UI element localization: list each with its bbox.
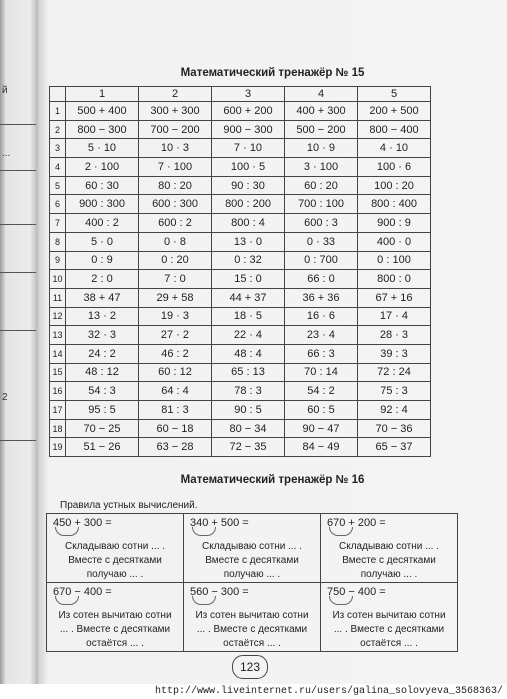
rule-cell (47, 514, 184, 583)
table-cell: 60 : 12 (139, 363, 212, 382)
table-cell: 700 : 100 (285, 195, 358, 214)
rule-line: Вместе с десятками (68, 555, 162, 566)
table-row (50, 120, 431, 139)
table-cell: 4 · 10 (358, 139, 431, 158)
table-cell: 60 : 30 (66, 176, 139, 195)
table-cell: 800 : 0 (358, 270, 431, 289)
table-cell: 65 : 13 (212, 363, 285, 382)
table-cell: 400 + 300 (285, 102, 358, 121)
table-cell: 17 · 4 (358, 307, 431, 326)
table-cell: 66 : 3 (285, 344, 358, 363)
watermark-url[interactable]: http://www.liveinternet.ru/users/galina_solovyeva_3568363/ (0, 684, 507, 699)
row-number: 9 (50, 251, 66, 270)
table-cell: 500 − 200 (285, 120, 358, 139)
table-cell: 72 : 24 (358, 363, 431, 382)
table-cell: 95 : 5 (66, 401, 139, 420)
table-row (50, 382, 431, 401)
row-number: 16 (50, 382, 66, 401)
table-cell: 600 : 300 (139, 195, 212, 214)
column-header: 3 (212, 87, 285, 102)
row-number: 19 (50, 438, 66, 457)
table-cell: 63 − 28 (139, 438, 212, 457)
rule-line: получаю ... . (86, 569, 144, 580)
table-row (50, 401, 431, 420)
left-page-line (0, 272, 36, 273)
table-cell: 800 : 4 (212, 214, 285, 233)
row-number: 15 (50, 363, 66, 382)
table-cell: 500 + 400 (66, 102, 139, 121)
row-number: 14 (50, 344, 66, 363)
table-cell: 29 + 58 (139, 288, 212, 307)
table-cell: 0 : 100 (358, 251, 431, 270)
table-cell: 200 + 500 (358, 102, 431, 121)
table-cell: 67 + 16 (358, 288, 431, 307)
table-cell: 800 : 200 (212, 195, 285, 214)
row-number: 13 (50, 326, 66, 345)
table-cell: 80 − 34 (212, 419, 285, 438)
table-cell: 27 · 2 (139, 326, 212, 345)
arc-mark (55, 596, 79, 605)
rule-cell (321, 514, 458, 583)
page-number: 123 (232, 655, 268, 679)
expression: 340 + 500 = (190, 517, 249, 529)
table-row (50, 102, 431, 121)
rule-line: остаётся ... . (86, 638, 144, 649)
rule-line: Из сотен вычитаю сотни (58, 610, 172, 621)
table-row (50, 139, 431, 158)
table-cell: 10 · 3 (139, 139, 212, 158)
table-cell: 65 − 37 (358, 438, 431, 457)
table-cell: 300 + 300 (139, 102, 212, 121)
expression: 560 − 300 = (190, 586, 249, 598)
table-cell: 7 · 10 (212, 139, 285, 158)
table-cell: 100 · 5 (212, 158, 285, 177)
table-cell: 0 : 20 (139, 251, 212, 270)
table-cell: 100 : 20 (358, 176, 431, 195)
table-row (50, 344, 431, 363)
table-row (50, 326, 431, 345)
row-number: 12 (50, 307, 66, 326)
previous-page-edge (0, 0, 38, 699)
left-page-line (0, 330, 36, 331)
table-cell: 92 : 4 (358, 401, 431, 420)
table-cell: 84 − 49 (285, 438, 358, 457)
left-page-line (0, 440, 36, 441)
table-cell: 900 − 300 (212, 120, 285, 139)
arc-mark (329, 527, 353, 536)
row-number: 10 (50, 270, 66, 289)
table-cell: 18 · 5 (212, 307, 285, 326)
left-page-fragment: й (2, 85, 8, 96)
subtraction-row (47, 583, 458, 652)
row-number: 7 (50, 214, 66, 233)
trainer-15-table (49, 86, 431, 457)
table-cell: 13 · 0 (212, 232, 285, 251)
left-page-fragment: ... (2, 148, 11, 159)
table-cell: 60 : 5 (285, 401, 358, 420)
table-cell: 100 · 6 (358, 158, 431, 177)
arc-mark (55, 527, 79, 536)
rule-line: получаю ... . (223, 569, 281, 580)
table-row (50, 195, 431, 214)
column-header-row (50, 87, 431, 102)
table-cell: 7 : 0 (139, 270, 212, 289)
table-cell: 70 − 25 (66, 419, 139, 438)
table-cell: 32 · 3 (66, 326, 139, 345)
table-row (50, 270, 431, 289)
table-cell: 0 : 700 (285, 251, 358, 270)
table-cell: 23 · 4 (285, 326, 358, 345)
expression: 450 + 300 = (53, 517, 112, 529)
table-row (50, 214, 431, 233)
expression: 750 − 400 = (327, 586, 386, 598)
table-cell: 600 : 3 (285, 214, 358, 233)
table-cell: 70 : 14 (285, 363, 358, 382)
column-header: 1 (66, 87, 139, 102)
table-cell: 400 · 0 (358, 232, 431, 251)
table-cell: 48 : 4 (212, 344, 285, 363)
rule-line: ... . Вместе с десятками (333, 624, 445, 635)
table-cell: 900 : 9 (358, 214, 431, 233)
table-row (50, 158, 431, 177)
arc-mark (329, 596, 353, 605)
table-cell: 10 · 9 (285, 139, 358, 158)
table-cell: 36 + 36 (285, 288, 358, 307)
table-cell: 0 : 9 (66, 251, 139, 270)
table-cell: 600 + 200 (212, 102, 285, 121)
rules-table (46, 513, 458, 652)
expression: 670 − 400 = (53, 586, 112, 598)
table-cell: 24 : 2 (66, 344, 139, 363)
table-cell: 46 : 2 (139, 344, 212, 363)
row-number: 6 (50, 195, 66, 214)
column-header: 4 (285, 87, 358, 102)
table-cell: 28 · 3 (358, 326, 431, 345)
trainer-15-title: Математический тренажёр № 15 (180, 67, 365, 79)
table-row (50, 176, 431, 195)
left-page-line (0, 224, 36, 225)
expression: 670 + 200 = (327, 517, 386, 529)
table-cell: 15 : 0 (212, 270, 285, 289)
row-number: 4 (50, 158, 66, 177)
corner-cell (50, 87, 66, 102)
rule-line: Вместе с десятками (205, 555, 299, 566)
rule-line: Из сотен вычитаю сотни (195, 610, 309, 621)
table-cell: 64 : 4 (139, 382, 212, 401)
table-cell: 5 · 0 (66, 232, 139, 251)
table-cell: 72 − 35 (212, 438, 285, 457)
table-cell: 39 : 3 (358, 344, 431, 363)
row-number: 5 (50, 176, 66, 195)
row-number: 17 (50, 401, 66, 420)
table-cell: 5 · 10 (66, 139, 139, 158)
row-number: 3 (50, 139, 66, 158)
table-cell: 16 · 6 (285, 307, 358, 326)
addition-row (47, 514, 458, 583)
table-row (50, 438, 431, 457)
arc-mark (192, 527, 216, 536)
table-cell: 60 − 18 (139, 419, 212, 438)
workbook-page (38, 0, 507, 699)
table-cell: 66 : 0 (285, 270, 358, 289)
trainer-16-title: Математический тренажёр № 16 (180, 474, 365, 486)
table-row (50, 288, 431, 307)
left-page-line (0, 170, 36, 171)
table-cell: 54 : 2 (285, 382, 358, 401)
table-row (50, 232, 431, 251)
left-page-line (0, 124, 36, 125)
table-cell: 0 : 32 (212, 251, 285, 270)
arc-mark (192, 596, 216, 605)
table-cell: 48 : 12 (66, 363, 139, 382)
table-cell: 75 : 3 (358, 382, 431, 401)
rule-line: остаётся ... . (360, 638, 418, 649)
table-cell: 22 · 4 (212, 326, 285, 345)
rule-line: ... . Вместе с десятками (196, 624, 308, 635)
table-cell: 80 : 20 (139, 176, 212, 195)
rule-line: Складываю сотни ... . (65, 541, 165, 552)
table-cell: 400 : 2 (66, 214, 139, 233)
table-cell: 800 − 400 (358, 120, 431, 139)
rule-line: Складываю сотни ... . (202, 541, 302, 552)
row-number: 11 (50, 288, 66, 307)
table-cell: 51 − 26 (66, 438, 139, 457)
table-cell: 70 − 36 (358, 419, 431, 438)
table-cell: 0 · 33 (285, 232, 358, 251)
table-row (50, 307, 431, 326)
table-cell: 700 − 200 (139, 120, 212, 139)
rules-label: Правила устных вычислений. (60, 500, 198, 511)
rule-line: Из сотен вычитаю сотни (332, 610, 446, 621)
row-number: 1 (50, 102, 66, 121)
table-cell: 900 : 300 (66, 195, 139, 214)
table-cell: 2 · 100 (66, 158, 139, 177)
column-header: 2 (139, 87, 212, 102)
row-number: 8 (50, 232, 66, 251)
table-cell: 54 : 3 (66, 382, 139, 401)
rule-cell (47, 583, 184, 652)
table-row (50, 251, 431, 270)
table-cell: 78 : 3 (212, 382, 285, 401)
rule-line: получаю ... . (360, 569, 418, 580)
table-cell: 0 · 8 (139, 232, 212, 251)
table-cell: 38 + 47 (66, 288, 139, 307)
table-cell: 44 + 37 (212, 288, 285, 307)
table-cell: 90 : 30 (212, 176, 285, 195)
table-cell: 19 · 3 (139, 307, 212, 326)
rule-line: ... . Вместе с десятками (59, 624, 171, 635)
row-number: 2 (50, 120, 66, 139)
table-cell: 800 − 300 (66, 120, 139, 139)
row-number: 18 (50, 419, 66, 438)
table-cell: 60 : 20 (285, 176, 358, 195)
rule-cell (184, 514, 321, 583)
table-cell: 800 : 400 (358, 195, 431, 214)
column-header: 5 (358, 87, 431, 102)
rule-line: Вместе с десятками (342, 555, 436, 566)
rule-line: остаётся ... . (223, 638, 281, 649)
table-row (50, 419, 431, 438)
table-cell: 3 · 100 (285, 158, 358, 177)
table-row (50, 363, 431, 382)
table-cell: 90 : 5 (212, 401, 285, 420)
rule-cell (321, 583, 458, 652)
left-page-fragment: 2 (2, 392, 8, 403)
rule-cell (184, 583, 321, 652)
table-cell: 81 : 3 (139, 401, 212, 420)
table-cell: 2 : 0 (66, 270, 139, 289)
table-cell: 13 · 2 (66, 307, 139, 326)
table-cell: 600 : 2 (139, 214, 212, 233)
table-cell: 7 · 100 (139, 158, 212, 177)
table-cell: 90 − 47 (285, 419, 358, 438)
rule-line: Складываю сотни ... . (339, 541, 439, 552)
